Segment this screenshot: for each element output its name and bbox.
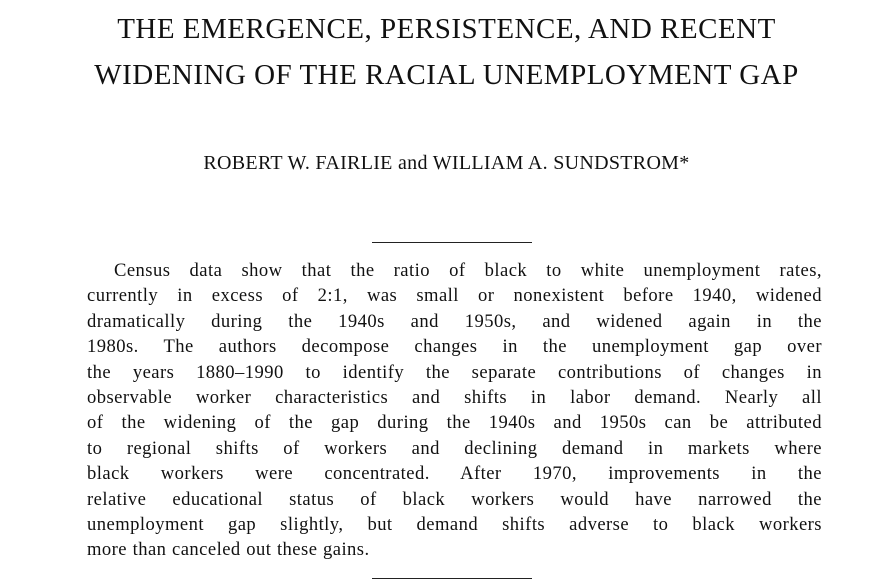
abstract bbox=[87, 258, 822, 563]
separator-rule-top bbox=[372, 242, 532, 243]
abstract-line: Census data show that the ratio of black to white unemployment rates, bbox=[114, 260, 822, 281]
abstract-line: currently in excess of 2:1, was small or nonexistent before 1940, widened bbox=[87, 285, 822, 307]
abstract-line: of the widening of the gap during the 1940s and 1950s can be attributed bbox=[87, 412, 822, 434]
abstract-line: dramatically during the 1940s and 1950s, and widened again in the bbox=[87, 310, 822, 332]
paper-title-line-1: THE EMERGENCE, PERSISTENCE, AND RECENT bbox=[117, 13, 776, 45]
abstract-line: unemployment gap slightly, but demand shifts adverse to black workers bbox=[87, 513, 822, 535]
abstract-line: 1980s. The authors decompose changes in the unemployment gap over bbox=[87, 336, 822, 358]
abstract-line: to regional shifts of workers and declining demand in markets where bbox=[87, 437, 822, 459]
paper-title-line-2: WIDENING OF THE RACIAL UNEMPLOYMENT GAP bbox=[94, 59, 799, 91]
separator-rule-bottom bbox=[372, 578, 532, 579]
abstract-line: the years 1880–1990 to identify the separate contributions of changes in bbox=[87, 361, 822, 383]
abstract-line: observable worker characteristics and shifts in labor demand. Nearly all bbox=[87, 386, 822, 408]
abstract-line: black workers were concentrated. After 1970, improvements in the bbox=[87, 463, 822, 485]
abstract-line: more than canceled out these gains. bbox=[87, 539, 370, 561]
paper-title bbox=[0, 6, 893, 98]
paper-authors: ROBERT W. FAIRLIE and WILLIAM A. SUNDSTROM* bbox=[203, 152, 690, 174]
abstract-line: relative educational status of black workers would have narrowed the bbox=[87, 488, 822, 510]
